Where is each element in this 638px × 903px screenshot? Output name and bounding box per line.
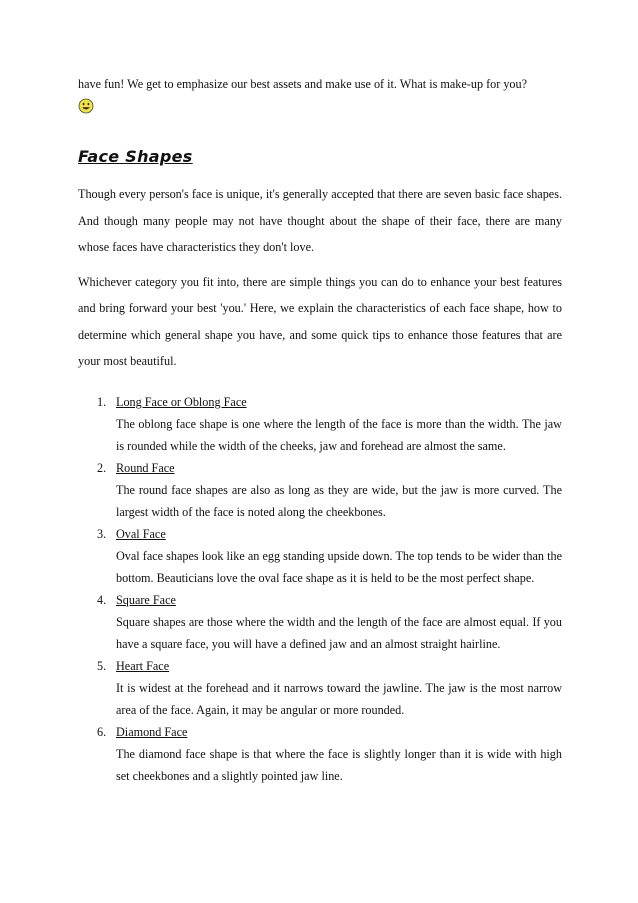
item-title: Square Face [116, 592, 176, 607]
item-number: 2. [97, 460, 107, 475]
intro-text: have fun! We get to emphasize our best assets and make use of it. What is make-up for you? [78, 77, 528, 91]
item-number: 1. [97, 394, 107, 409]
item-title: Long Face or Oblong Face [116, 394, 247, 409]
item-description: Square shapes are those where the width and the length of the face are almost equal. If you have a square face, you will have a defined jaw and an almost straight hairline. [116, 614, 562, 651]
item-title: Heart Face [116, 658, 170, 673]
item-number: 6. [97, 724, 107, 739]
paragraph: Whichever category you fit into, there are simple things you can do to enhance your best features and bring forward your best 'you.' Here, we explain the characteristics of each face shape, how to determine which general shape you have, and some quick tips to enhance those features that are your most beautiful. [78, 274, 562, 368]
item-title: Diamond Face [116, 724, 188, 739]
item-description: The oblong face shape is one where the length of the face is more than the width. The jaw is rounded while the width of the cheeks, jaw and forehead are almost the same. [116, 416, 562, 453]
item-description: The diamond face shape is that where the face is slightly longer than it is wide with high set cheekbones and a slightly pointed jaw line. [116, 746, 562, 783]
smiley-face-icon [78, 98, 94, 114]
list-item [78, 523, 562, 589]
document-page [78, 74, 562, 787]
item-description: Oval face shapes look like an egg standing upside down. The top tends to be wider than the bottom. Beauticians love the oval face shape as it is held to be the most perfect shape. [116, 548, 562, 585]
paragraph: Though every person's face is unique, it's generally accepted that there are seven basic face shapes. And though many people may not have thought about the shape of their face, there are many whose faces have characteristics they don't love. [78, 187, 562, 254]
face-shape-list [78, 391, 562, 787]
list-item [78, 589, 562, 655]
list-item [78, 391, 562, 457]
item-number: 5. [97, 658, 107, 673]
item-title: Round Face [116, 460, 175, 475]
section-heading: Face Shapes [78, 147, 193, 166]
list-item [78, 721, 562, 787]
item-number: 3. [97, 526, 107, 541]
item-description: The round face shapes are also as long as they are wide, but the jaw is more curved. The largest width of the face is noted along the cheekbones. [116, 482, 562, 519]
list-item [78, 655, 562, 721]
list-item [78, 457, 562, 523]
item-description: It is widest at the forehead and it narrows toward the jawline. The jaw is the most narrow area of the face. Again, it may be angular or more rounded. [116, 680, 562, 717]
item-title: Oval Face [116, 526, 166, 541]
item-number: 4. [97, 592, 107, 607]
